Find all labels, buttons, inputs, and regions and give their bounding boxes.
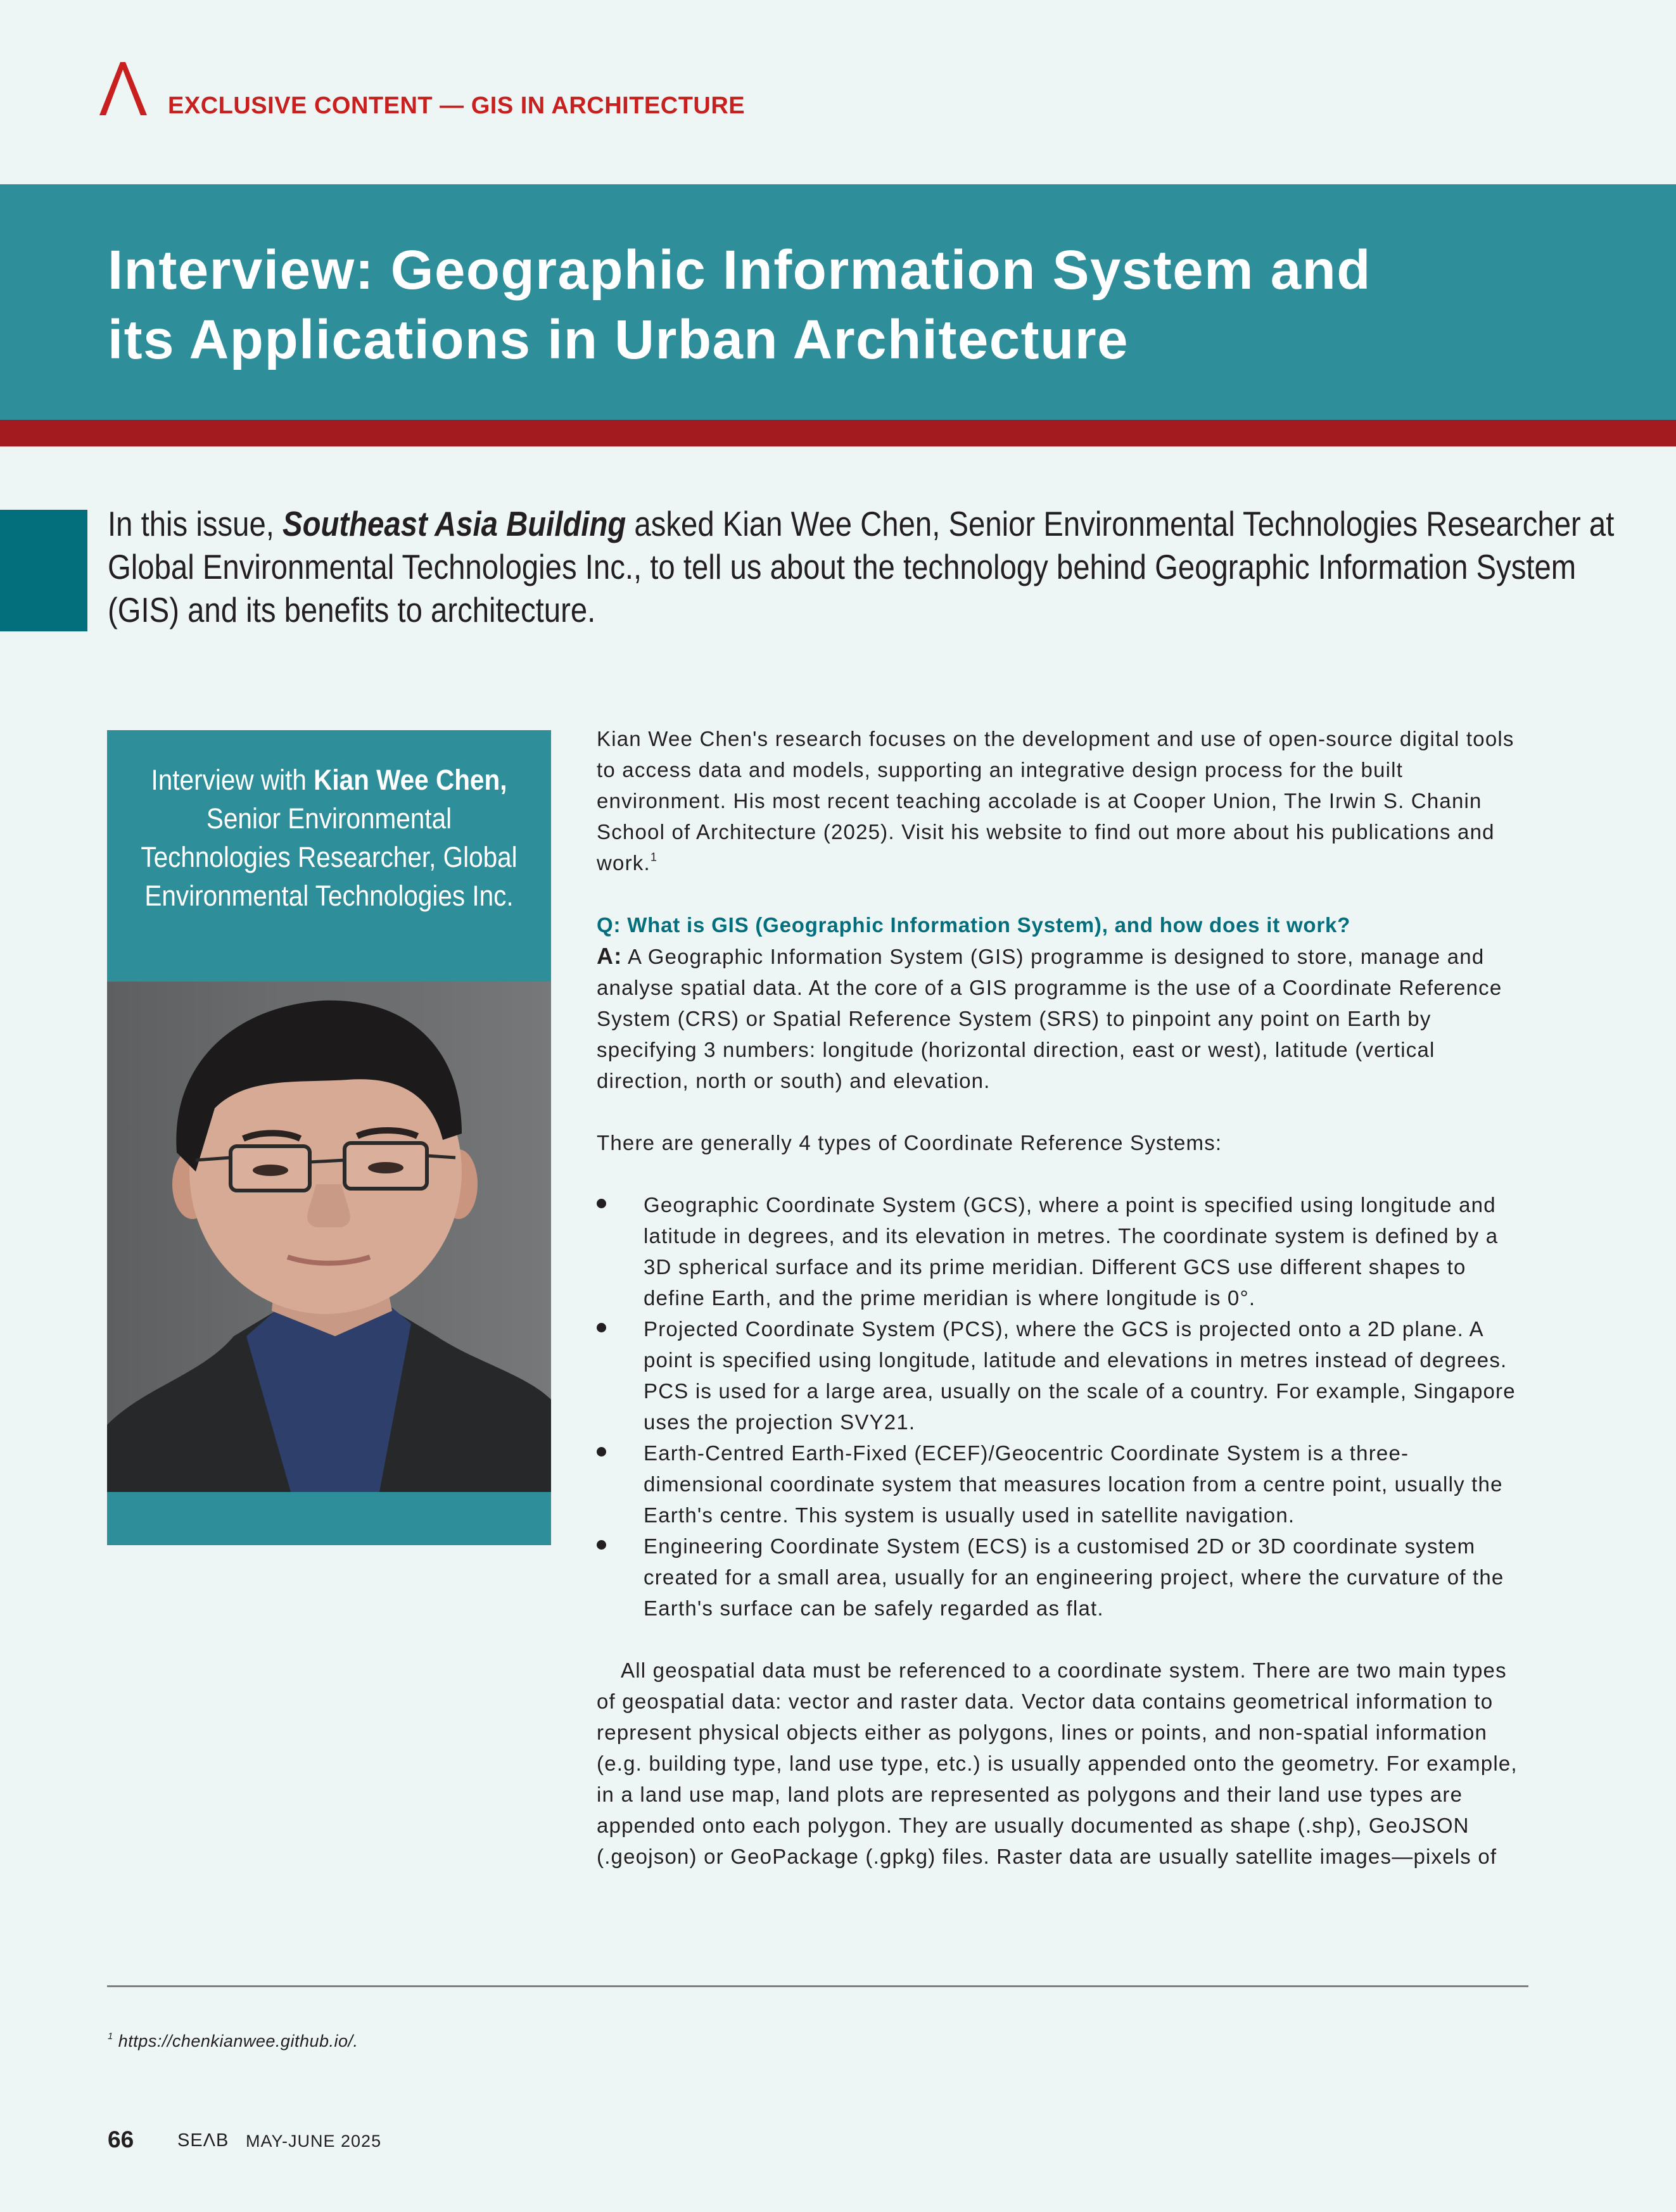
title-line-2: its Applications in Urban Architecture [108, 309, 1129, 370]
answer-text: A Geographic Information System (GIS) programme is designed to store, manage and analyse spatial data. At the core of a GIS programme is the use of a Coordinate Reference System (CRS) or Spatial Reference System (SRS) to pinpoint any point on Earth by specifying 3 numbers: longitude (horizontal direction, east or west), latitude (vertical direction, north or south) and elevation. [597, 945, 1502, 1092]
closing-paragraph: All geospatial data must be referenced to a coordinate system. There are two main types of geospatial data: vector and raster data. Vector data contains geometrical information to represent physical objects either as polygons, lines or points, and non-spatial information (e.g. building type, land use type, etc.) is usually appended onto the geometry. For example, in a land use map, land plots are represented as polygons and their land use types are appended onto each polygon. They are usually documented as shape (.shp), GeoJSON (.geojson) or GeoPackage (.gpkg) files. Raster data are usually satellite images—pixels of [597, 1659, 1518, 1868]
page-number: 66 [108, 2127, 134, 2152]
intro-suffix: asked Kian Wee Chen, Senior Environmental Technologies Researcher at Global Environmental Technologies Inc., to tell us about the technology behind Geographic Information System (GIS) and its benefits to architecture. [108, 504, 1615, 629]
footnote [108, 2032, 359, 2051]
list-item-text: Engineering Coordinate System (ECS) is a customised 2D or 3D coordinate system created for a small area, usually for an engineering project, where the curvature of the Earth's surface can be safely regarded as flat. [644, 1534, 1504, 1620]
issue-date: MAY-JUNE 2025 [246, 2132, 382, 2151]
bullet-icon [597, 1199, 606, 1208]
interviewee-name: Kian Wee Chen, [314, 764, 507, 796]
red-divider-band [0, 420, 1676, 446]
bio-paragraph [597, 723, 1528, 878]
magazine-brand: SEΛB [177, 2130, 229, 2151]
bio-text: Kian Wee Chen's research focuses on the development and use of open-source digital tools to access data and models, supporting an integrative design process for the built environment. His most recent teaching accolade is at Cooper Union, The Irwin S. Chanin School of Architecture (2025). Visit his website to find out more about his publications and work. [597, 727, 1514, 875]
intro-paragraph [108, 502, 1627, 631]
interviewee-card [107, 730, 551, 1545]
title-line-1: Interview: Geographic Information System and [108, 239, 1371, 301]
bullet-icon [597, 1540, 606, 1550]
intro-accent-block [0, 510, 87, 631]
interview-question: Q: What is GIS (Geographic Information System), and how does it work? [597, 913, 1351, 937]
portrait-illustration [107, 982, 551, 1492]
list-item [597, 1313, 1528, 1438]
answer-label: A: [597, 943, 623, 969]
article-body [597, 723, 1528, 1872]
publication-name: Southeast Asia Building [283, 504, 626, 543]
interviewee-caption [129, 761, 529, 915]
list-item-text: Geographic Coordinate System (GCS), where a point is specified using longitude and latitude in degrees, and its elevation in metres. The coordinate system is defined by a 3D spherical surface and its prime meridian. Different GCS use different shapes to define Earth, and the prime meridian is where longitude is 0°. [644, 1193, 1499, 1310]
types-intro: There are generally 4 types of Coordinate Reference Systems: [597, 1131, 1222, 1154]
list-item [597, 1531, 1528, 1624]
footnote-link[interactable]: https://chenkianwee.github.io/. [118, 2032, 359, 2051]
caret-lambda-icon [95, 58, 156, 119]
list-item [597, 1438, 1528, 1531]
footnote-ref[interactable]: 1 [650, 850, 658, 864]
list-item-text: Projected Coordinate System (PCS), where the GCS is projected onto a 2D plane. A point is specified using longitude, latitude and elevations in metres instead of degrees. PCS is used for a large area, usually on the scale of a country. For example, Singapore uses the projection SVY21. [644, 1317, 1516, 1434]
interviewee-photo [107, 982, 551, 1492]
section-kicker: EXCLUSIVE CONTENT — GIS IN ARCHITECTURE [168, 92, 746, 119]
list-item-text: Earth-Centred Earth-Fixed (ECEF)/Geocentric Coordinate System is a three-dimensional coordinate system that measures location from a centre point, usually the Earth's centre. This system is usually used in satellite navigation. [644, 1441, 1503, 1527]
footnote-divider [107, 1985, 1528, 1987]
footnote-number: 1 [108, 2032, 113, 2042]
page-title [108, 236, 1565, 375]
caption-role: Senior Environmental Technologies Researcher, Global Environmental Technologies Inc. [141, 802, 517, 912]
intro-prefix: In this issue, [108, 504, 283, 543]
crs-types-list [597, 1189, 1528, 1624]
bullet-icon [597, 1447, 606, 1457]
bullet-icon [597, 1323, 606, 1332]
answer-paragraph [597, 940, 1528, 1096]
caption-prefix: Interview with [151, 764, 314, 796]
list-item [597, 1189, 1528, 1313]
